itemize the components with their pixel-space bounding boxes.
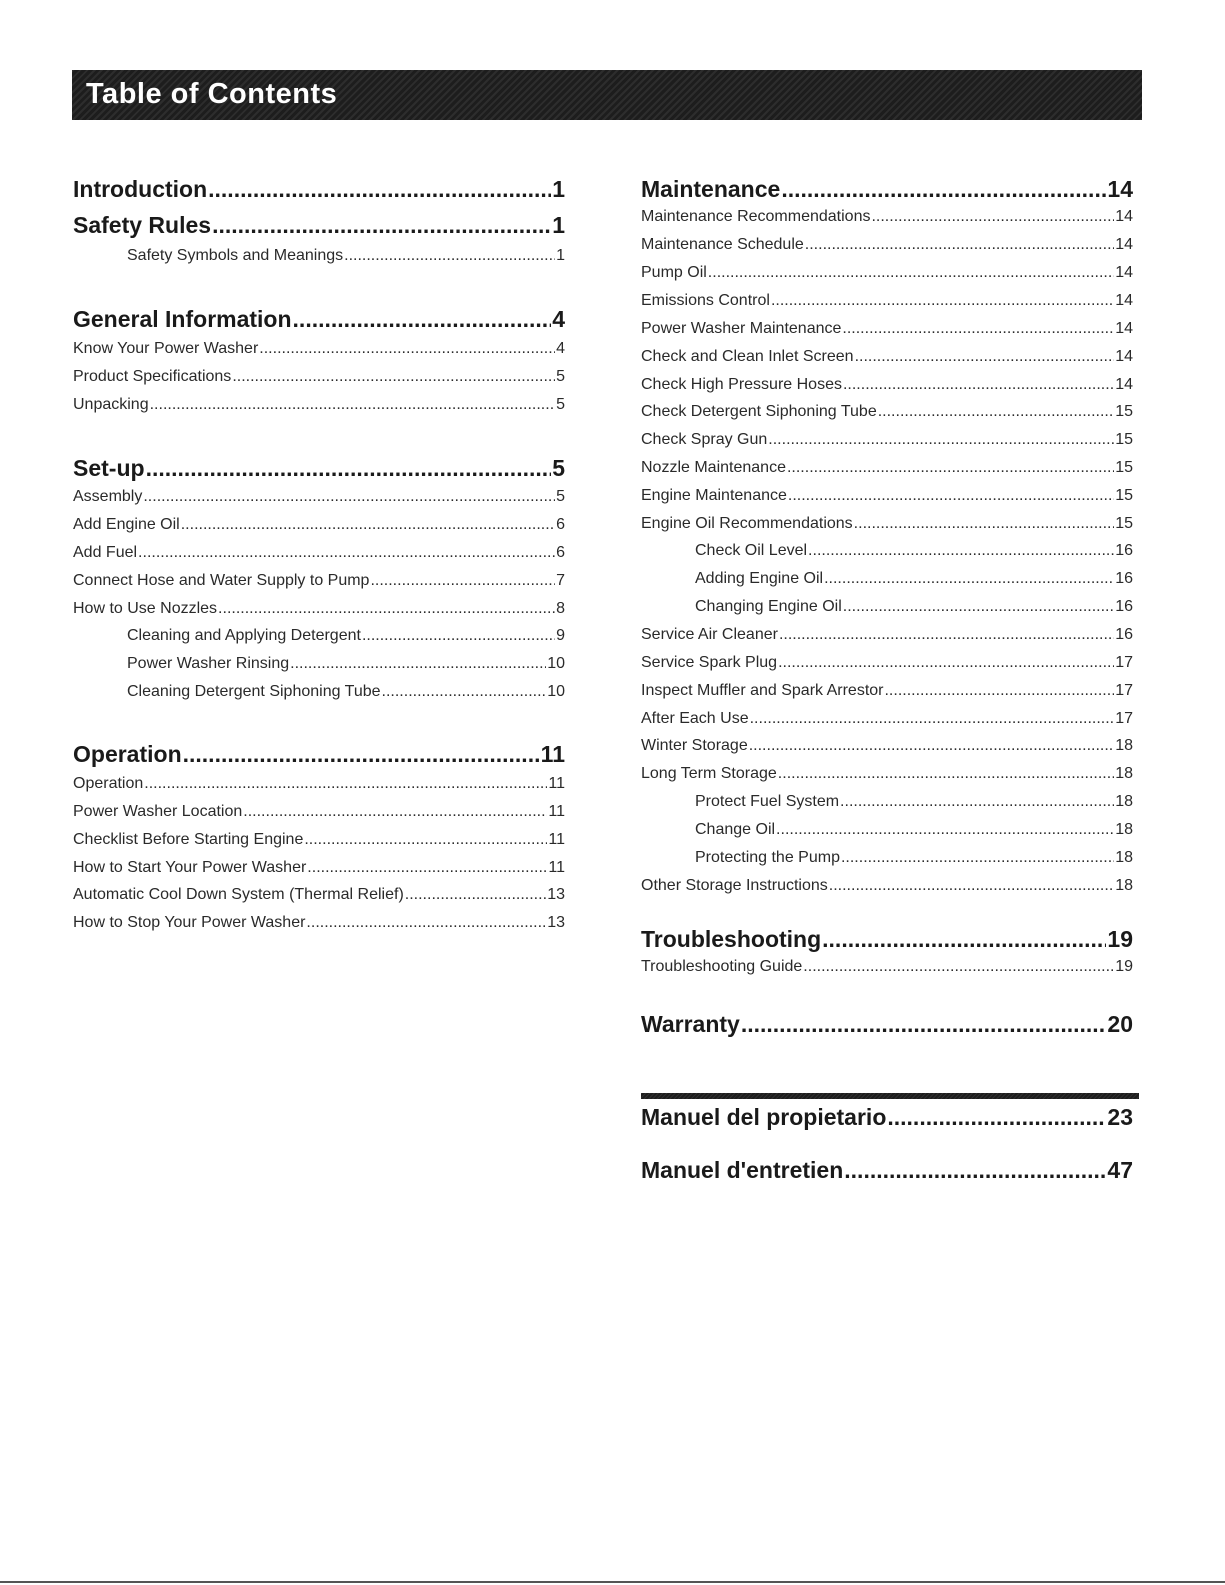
dot-leader	[307, 859, 547, 877]
toc-page-number: 10	[547, 683, 565, 700]
dot-leader	[854, 515, 1115, 533]
toc-page-number: 7	[556, 572, 565, 589]
toc-page-number: 14	[1115, 292, 1133, 309]
toc-page-number: 13	[547, 886, 565, 903]
toc-entry-title: Engine Oil Recommendations	[641, 515, 853, 532]
toc-page-number: 11	[548, 775, 565, 792]
dot-leader	[771, 292, 1114, 310]
toc-page-number: 1	[552, 212, 565, 238]
dot-leader	[146, 455, 552, 482]
dot-leader	[779, 626, 1114, 644]
toc-entry	[127, 683, 565, 703]
dot-leader	[370, 572, 555, 590]
toc-page-number: 4	[552, 306, 565, 332]
dot-leader	[840, 793, 1114, 811]
toc-entry-title: Add Engine Oil	[73, 516, 180, 533]
toc-entry	[641, 654, 1133, 674]
toc-entry-title: How to Stop Your Power Washer	[73, 914, 306, 931]
toc-section-heading	[641, 176, 1133, 204]
dot-leader	[293, 306, 552, 333]
toc-page-number: 14	[1115, 264, 1133, 281]
toc-entry-title: How to Use Nozzles	[73, 600, 218, 617]
toc-page-number: 11	[548, 803, 565, 820]
dot-leader	[138, 544, 555, 562]
toc-page-number: 17	[1115, 654, 1133, 671]
toc-entry-title: Winter Storage	[641, 737, 748, 754]
toc-page-number: 18	[1115, 737, 1133, 754]
toc-page-number: 10	[547, 655, 565, 672]
toc-entry	[641, 320, 1133, 340]
toc-entry-title: Safety Symbols and Meanings	[127, 247, 344, 264]
page-bottom-rule	[0, 1581, 1225, 1583]
dot-leader	[871, 208, 1114, 226]
toc-entry-title: Inspect Muffler and Spark Arrestor	[641, 682, 884, 699]
dot-leader	[787, 459, 1114, 477]
toc-page-number: 18	[1115, 877, 1133, 894]
toc-entry	[73, 516, 565, 536]
toc-entry-title: Maintenance	[641, 176, 781, 202]
toc-entry-title: Maintenance Schedule	[641, 236, 804, 253]
toc-page-number: 15	[1115, 431, 1133, 448]
toc-entry	[73, 488, 565, 508]
dot-leader	[841, 849, 1114, 867]
dot-leader	[855, 348, 1115, 366]
toc-entry-title: Unpacking	[73, 396, 149, 413]
toc-page-number: 13	[547, 914, 565, 931]
toc-page-number: 18	[1115, 849, 1133, 866]
toc-entry-title: Add Fuel	[73, 544, 138, 561]
toc-entry	[695, 821, 1133, 841]
toc-entry	[73, 831, 565, 851]
toc-entry-title: Check and Clean Inlet Screen	[641, 348, 854, 365]
toc-entry	[73, 859, 565, 879]
toc-entry-title: Safety Rules	[73, 212, 212, 238]
toc-page-number: 5	[556, 396, 565, 413]
toc-entry-title: Protecting the Pump	[695, 849, 840, 866]
toc-entry-title: Automatic Cool Down System (Thermal Relief)	[73, 886, 404, 903]
toc-entry-title: Connect Hose and Water Supply to Pump	[73, 572, 370, 589]
dot-leader	[878, 403, 1114, 421]
toc-section-heading	[73, 741, 565, 769]
toc-page-number: 6	[556, 544, 565, 561]
toc-entry-title: Long Term Storage	[641, 765, 777, 782]
dot-leader	[405, 886, 546, 904]
toc-entry-title: Checklist Before Starting Engine	[73, 831, 304, 848]
toc-entry-title: Set-up	[73, 455, 145, 481]
toc-entry-title: Power Washer Maintenance	[641, 320, 842, 337]
toc-entry-title: Troubleshooting	[641, 926, 822, 952]
dot-leader	[749, 737, 1114, 755]
dot-leader	[218, 600, 555, 618]
toc-entry-title: Warranty	[641, 1011, 740, 1037]
toc-page-number: 11	[540, 741, 565, 767]
toc-entry-title: Assembly	[73, 488, 143, 505]
toc-section-heading	[641, 1157, 1133, 1185]
toc-page-number: 16	[1115, 542, 1133, 559]
dot-leader	[884, 682, 1114, 700]
toc-page-number: 19	[1107, 926, 1133, 952]
toc-entry-title: Know Your Power Washer	[73, 340, 259, 357]
toc-page-number: 19	[1115, 958, 1133, 975]
toc-page-number: 5	[552, 455, 565, 481]
toc-page-number: 4	[556, 340, 565, 357]
toc-entry-title: Changing Engine Oil	[695, 598, 842, 615]
toc-entry-title: Service Spark Plug	[641, 654, 778, 671]
toc-page-number: 16	[1115, 626, 1133, 643]
toc-page-number: 14	[1115, 348, 1133, 365]
dot-leader	[822, 926, 1106, 953]
toc-page-number: 8	[556, 600, 565, 617]
toc-entry	[695, 598, 1133, 618]
toc-page-number: 14	[1115, 376, 1133, 393]
toc-page-number: 5	[556, 368, 565, 385]
toc-page-number: 1	[556, 247, 565, 264]
toc-page-number: 18	[1115, 821, 1133, 838]
toc-entry	[641, 292, 1133, 312]
toc-page-number: 6	[556, 516, 565, 533]
toc-entry-title: Engine Maintenance	[641, 487, 787, 504]
dot-leader	[144, 775, 547, 793]
toc-entry	[641, 236, 1133, 256]
toc-entry	[73, 600, 565, 620]
toc-page-number: 11	[548, 831, 565, 848]
toc-entry-title: Power Washer Location	[73, 803, 243, 820]
toc-entry	[641, 765, 1133, 785]
toc-entry-title: Introduction	[73, 176, 208, 202]
toc-page-number: 9	[556, 627, 565, 644]
toc-entry-title: How to Start Your Power Washer	[73, 859, 307, 876]
toc-page-number: 14	[1115, 236, 1133, 253]
toc-section-heading	[73, 212, 565, 240]
toc-entry	[127, 247, 565, 267]
toc-page-number: 16	[1115, 570, 1133, 587]
dot-leader	[382, 683, 547, 701]
toc-entry-title: Check Detergent Siphoning Tube	[641, 403, 877, 420]
toc-entry	[73, 544, 565, 564]
toc-entry-title: Operation	[73, 741, 182, 767]
dot-leader	[844, 1157, 1106, 1184]
dot-leader	[362, 627, 555, 645]
dot-leader	[887, 1104, 1106, 1131]
toc-entry	[641, 459, 1133, 479]
toc-entry-title: Emissions Control	[641, 292, 770, 309]
toc-entry	[73, 914, 565, 934]
toc-section-heading	[641, 926, 1133, 954]
dot-leader	[181, 516, 555, 534]
toc-entry	[695, 542, 1133, 562]
toc-entry	[641, 403, 1133, 423]
toc-entry	[641, 877, 1133, 897]
toc-entry	[641, 626, 1133, 646]
toc-entry	[695, 570, 1133, 590]
toc-entry	[641, 208, 1133, 228]
toc-page-number: 18	[1115, 765, 1133, 782]
toc-page-number: 47	[1107, 1157, 1133, 1183]
toc-section-heading	[73, 176, 565, 204]
dot-leader	[781, 176, 1106, 203]
toc-entry-title: Check High Pressure Hoses	[641, 376, 842, 393]
toc-entry-title: Change Oil	[695, 821, 776, 838]
toc-entry	[73, 886, 565, 906]
dot-leader	[708, 264, 1114, 282]
toc-entry	[641, 487, 1133, 507]
toc-section-heading	[73, 306, 565, 334]
toc-entry	[641, 737, 1133, 757]
dot-leader	[306, 914, 546, 932]
toc-page-number: 15	[1115, 459, 1133, 476]
dot-leader	[243, 803, 547, 821]
toc-entry	[73, 803, 565, 823]
toc-page-number: 16	[1115, 598, 1133, 615]
toc-entry	[695, 793, 1133, 813]
toc-page-number: 5	[556, 488, 565, 505]
toc-section-heading	[73, 455, 565, 483]
toc-entry	[73, 396, 565, 416]
toc-page-number: 15	[1115, 515, 1133, 532]
toc-entry-title: Pump Oil	[641, 264, 707, 281]
toc-entry	[641, 710, 1133, 730]
dot-leader	[344, 247, 555, 265]
toc-page-number: 1	[552, 176, 565, 202]
toc-entry-title: Manuel d'entretien	[641, 1157, 844, 1183]
dot-leader	[143, 488, 555, 506]
dot-leader	[750, 710, 1115, 728]
dot-leader	[824, 570, 1114, 588]
dot-leader	[290, 655, 546, 673]
toc-entry-title: Troubleshooting Guide	[641, 958, 803, 975]
toc-entry-title: Maintenance Recommendations	[641, 208, 871, 225]
toc-entry-title: Cleaning Detergent Siphoning Tube	[127, 683, 381, 700]
dot-leader	[778, 765, 1114, 783]
toc-entry	[641, 348, 1133, 368]
dot-leader	[843, 376, 1114, 394]
dot-leader	[829, 877, 1114, 895]
toc-page-number: 17	[1115, 682, 1133, 699]
dot-leader	[788, 487, 1114, 505]
dot-leader	[776, 821, 1114, 839]
toc-page-number: 15	[1115, 403, 1133, 420]
toc-page-number: 23	[1107, 1104, 1133, 1130]
toc-entry-title: Other Storage Instructions	[641, 877, 828, 894]
toc-entry-title: Service Air Cleaner	[641, 626, 778, 643]
dot-leader	[212, 212, 551, 239]
dot-leader	[741, 1011, 1107, 1038]
toc-entry	[127, 655, 565, 675]
toc-entry-title: Power Washer Rinsing	[127, 655, 290, 672]
toc-entry-title: Check Spray Gun	[641, 431, 768, 448]
dot-leader	[778, 654, 1114, 672]
toc-page-number: 14	[1107, 176, 1133, 202]
section-divider	[641, 1093, 1139, 1099]
toc-page-number: 11	[548, 859, 565, 876]
dot-leader	[183, 741, 540, 768]
toc-entry	[641, 431, 1133, 451]
dot-leader	[843, 598, 1114, 616]
toc-page-number: 14	[1115, 320, 1133, 337]
toc-entry-title: Manuel del propietario	[641, 1104, 887, 1130]
toc-page-number: 18	[1115, 793, 1133, 810]
page-title: Table of Contents	[86, 78, 338, 110]
dot-leader	[842, 320, 1114, 338]
toc-entry	[73, 340, 565, 360]
dot-leader	[768, 431, 1114, 449]
toc-section-heading	[641, 1011, 1133, 1039]
toc-entry	[73, 572, 565, 592]
toc-entry-title: Product Specifications	[73, 368, 232, 385]
toc-entry	[641, 264, 1133, 284]
toc-entry-title: Cleaning and Applying Detergent	[127, 627, 361, 644]
dot-leader	[803, 958, 1114, 976]
toc-entry	[127, 627, 565, 647]
toc-page-number: 20	[1107, 1011, 1133, 1037]
toc-entry	[641, 515, 1133, 535]
toc-entry-title: Adding Engine Oil	[695, 570, 824, 587]
dot-leader	[232, 368, 555, 386]
toc-entry	[641, 958, 1133, 978]
dot-leader	[259, 340, 555, 358]
dot-leader	[208, 176, 551, 203]
toc-entry	[641, 682, 1133, 702]
dot-leader	[304, 831, 547, 849]
toc-entry	[73, 368, 565, 388]
toc-entry	[695, 849, 1133, 869]
dot-leader	[150, 396, 555, 414]
toc-entry-title: After Each Use	[641, 710, 749, 727]
toc-banner	[72, 70, 1142, 120]
dot-leader	[805, 236, 1114, 254]
toc-entry	[73, 775, 565, 795]
toc-page-number: 14	[1115, 208, 1133, 225]
toc-entry-title: General Information	[73, 306, 292, 332]
toc-entry-title: Nozzle Maintenance	[641, 459, 786, 476]
toc-entry-title: Protect Fuel System	[695, 793, 840, 810]
toc-section-heading	[641, 1104, 1133, 1132]
toc-page-number: 17	[1115, 710, 1133, 727]
toc-entry-title: Check Oil Level	[695, 542, 808, 559]
toc-page-number: 15	[1115, 487, 1133, 504]
toc-entry	[641, 376, 1133, 396]
toc-entry-title: Operation	[73, 775, 144, 792]
dot-leader	[808, 542, 1114, 560]
